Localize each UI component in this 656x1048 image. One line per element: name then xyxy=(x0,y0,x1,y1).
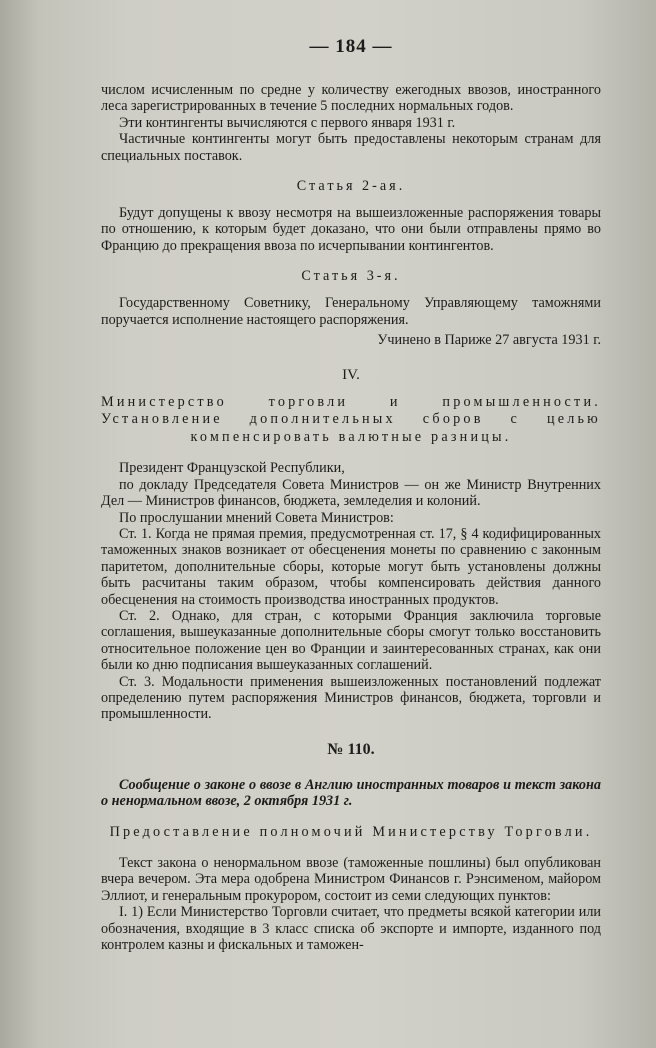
paragraph-law-text: Текст закона о ненормальном ввозе (таможенные пошлины) был опубликован вчера вечером. Эта мера одобрена Министром Финансов г. Рэнсименом, майором Эллиот, и генеральным прокурором, состоит из семи следующих пунктов: xyxy=(101,855,601,904)
article-3-heading: Статья 3-я. xyxy=(301,268,401,285)
text-column xyxy=(101,36,601,953)
signature-line: Учинено в Париже 27 августа 1931 г. xyxy=(377,332,601,349)
article-2-heading: Статья 2-ая. xyxy=(296,178,406,195)
paragraph-article-2: Будут допущены к ввозу несмотря на вышеизложенные распоряжения товары по отношению, к которым будет доказано, что они были отправлены прямо во Францию до прекращения ввоза по исчерпывании контингентов. xyxy=(101,205,601,254)
paragraph-partial-quotas: Частичные контингенты могут быть предоставлены некоторым странам для специальных поставок. xyxy=(101,131,601,164)
document-number: № 110. xyxy=(327,740,375,758)
document-italic-title: Сообщение о законе о ввозе в Англию иностранных товаров и текст закона о ненормальном ввозе, 2 октября 1931 г. xyxy=(101,776,601,810)
paragraph-st-1: Ст. 1. Когда не прямая премия, предусмотренная ст. 17, § 4 кодифицированных таможенных знаков возникает от обесценения монеты по сравнению с законным паритетом, дополнительные сборы, которые могут быть установлены должны быть расчитаны таким образом, чтобы компенсировать действия данного обесценения на стоимость производства иностранных продуктов. xyxy=(101,525,601,608)
paragraph-point-1: I. 1) Если Министерство Торговли считает, что предметы всякой категории или обозначения, входящие в 3 класс списка об экспорте и импорте, изданного под контролем казны и фискальных и таможен- xyxy=(101,904,601,954)
paragraph-st-2: Ст. 2. Однако, для стран, с которыми Франция заключила торговые соглашения, вышеуказанные дополнительные сборы смогут только восстановить относительное положение цен во Франции и заинтересованных странах, как они были ко дню подписания вышеуказанных соглашений. xyxy=(101,607,601,674)
subtitle: Предоставление полномочий Министерству Торговли. xyxy=(109,823,593,840)
paragraph-quota-date: Эти контингенты вычисляются с первого января 1931 г. xyxy=(119,114,456,131)
paragraph-report: по докладу Председателя Совета Министров — он же Министр Внутренних Дел — Министров финансов, бюджета, земледелия и колоний. xyxy=(101,476,601,510)
section-title: Министерство торговли и промышленности. Установление дополнительных сборов с целью компенсировать валютные разницы. xyxy=(101,394,601,445)
paragraph-quota-calculation: числом исчисленным по средне у количеству ежегодных ввозов, иностранного леса зарегистрированных в течение 5 последних нормальных годов. xyxy=(101,82,601,115)
paragraph-council: По прослушании мнений Совета Министров: xyxy=(119,509,394,526)
paragraph-president: Президент Французской Республики, xyxy=(119,460,345,477)
page-number: — 184 — xyxy=(309,36,393,57)
paragraph-st-3: Ст. 3. Модальности применения вышеизложенных постановлений подлежат определению путем распоряжения Министров финансов, бюджета, торговли и промышленности. xyxy=(101,673,601,723)
paragraph-article-3: Государственному Советнику, Генеральному Управляющему таможнями поручается исполнение настоящего распоряжения. xyxy=(101,295,601,328)
section-roman-numeral: IV. xyxy=(342,367,360,384)
